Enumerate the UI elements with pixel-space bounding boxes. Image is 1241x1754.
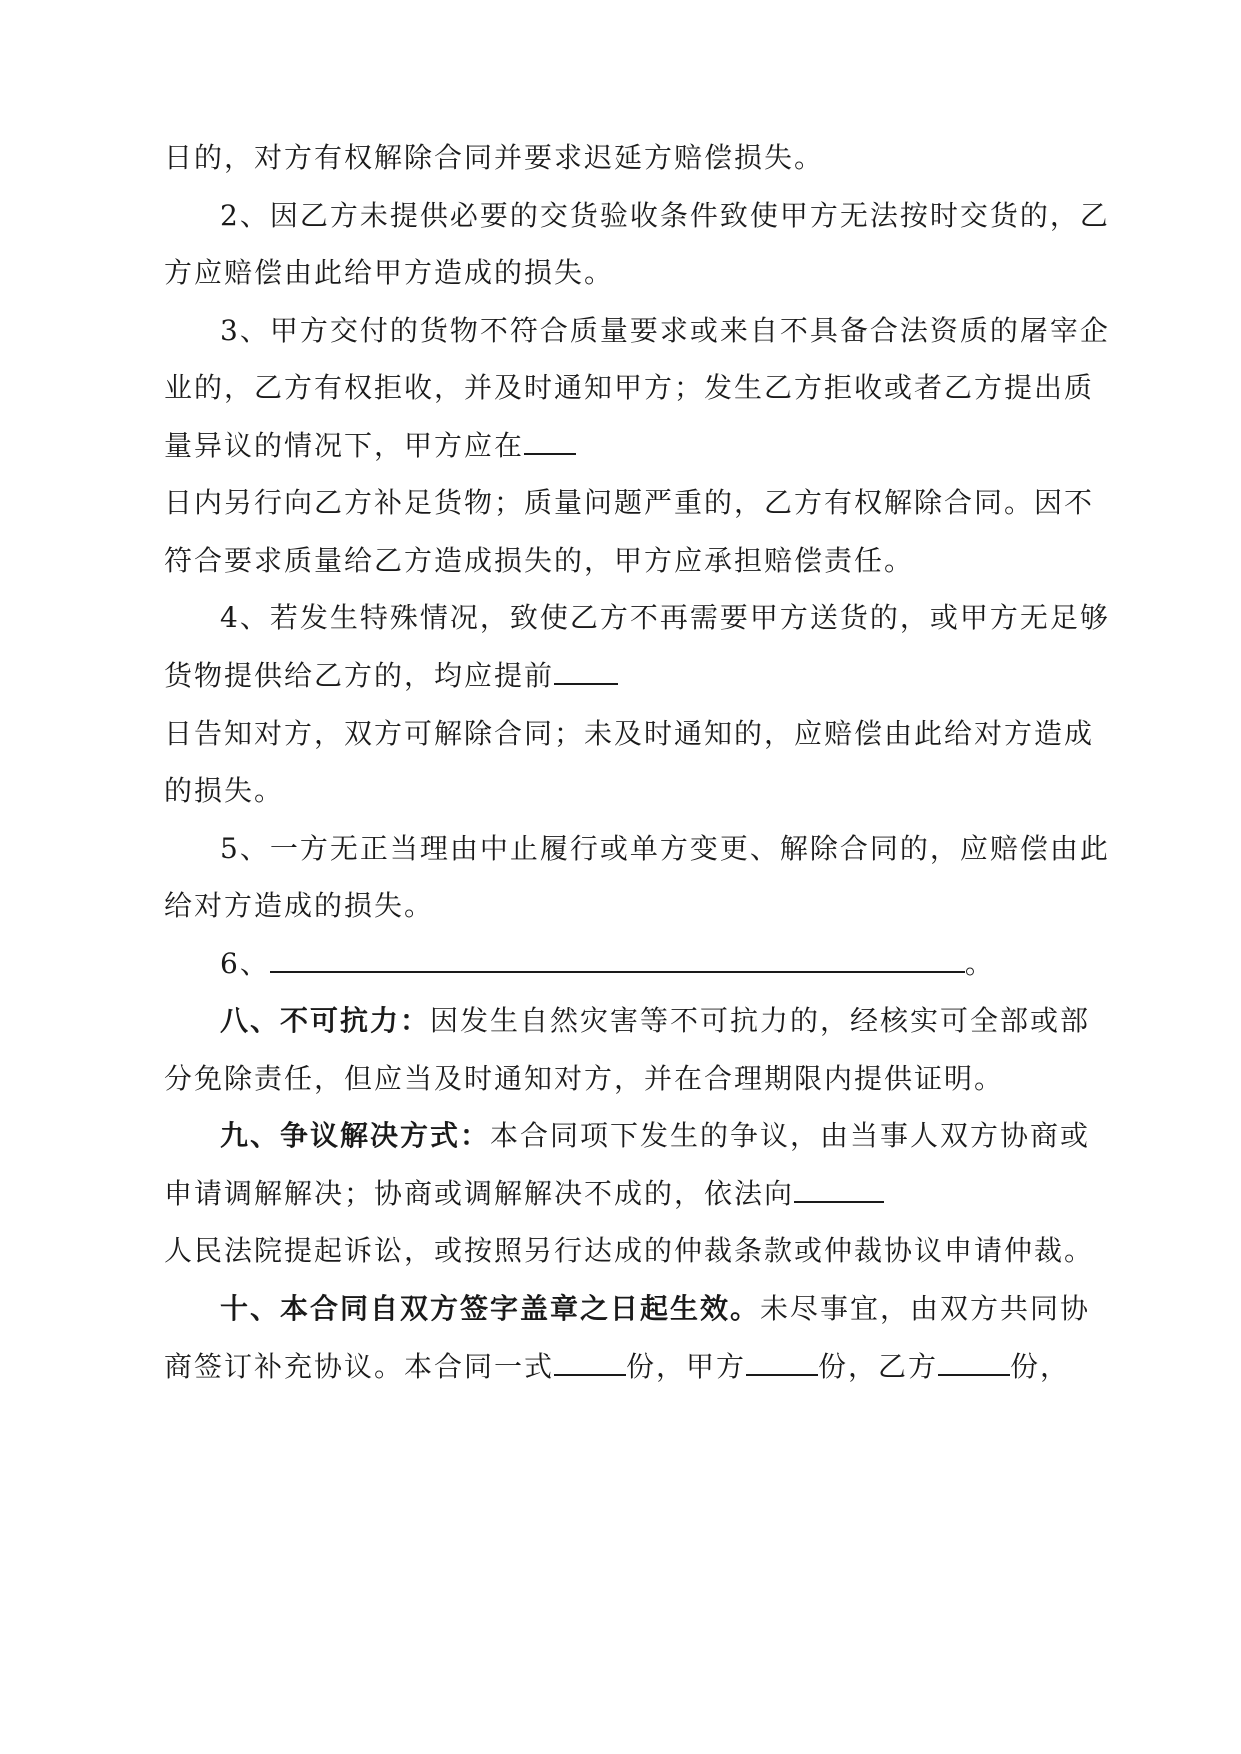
text-segment: 货物提供给乙方的，均应提前 (164, 659, 555, 692)
text-segment: 申请调解解决；协商或调解解决不成的，依法向 (164, 1177, 795, 1210)
text-segment: 本合同项下发生的争议，由当事人双方协商或 (490, 1119, 1091, 1152)
clause-2-line-2: 方应赔偿由此给甲方造成的损失。 (164, 256, 615, 289)
clause-3-line-3 (164, 426, 576, 466)
clause-4-line-2 (164, 656, 618, 696)
text-segment: 量异议的情况下，甲方应在 (164, 429, 525, 462)
fill-blank-copies-party-a (746, 1350, 818, 1376)
section-10-line-1 (220, 1289, 1090, 1329)
text-segment: 因发生自然灾害等不可抗力的，经核实可全部或部 (430, 1004, 1091, 1037)
fill-blank-days (524, 429, 576, 455)
fill-blank-copies-party-b (938, 1350, 1010, 1376)
text-segment: 份，甲方 (626, 1350, 747, 1383)
section-9-line-1 (220, 1116, 1090, 1156)
fill-blank-clause-6 (270, 947, 965, 973)
section-9-line-3: 人民法院提起诉讼，或按照另行达成的仲裁条款或仲裁协议申请仲裁。 (164, 1234, 1095, 1267)
clause-3-line-4: 日内另行向乙方补足货物；质量问题严重的，乙方有权解除合同。因不 (164, 486, 1095, 519)
clause-5-line-2: 给对方造成的损失。 (164, 889, 435, 922)
text-segment: 份，乙方 (818, 1350, 939, 1383)
clause-3-line-5: 符合要求质量给乙方造成损失的，甲方应承担赔偿责任。 (164, 544, 915, 577)
section-10-line-2 (164, 1347, 1070, 1387)
clause-4-line-3: 日告知对方，双方可解除合同；未及时通知的，应赔偿由此给对方造成 (164, 717, 1095, 750)
clause-4-line-1: 4、若发生特殊情况，致使乙方不再需要甲方送货的，或甲方无足够 (220, 601, 1110, 634)
clause-6-line (220, 944, 995, 984)
section-9-line-2 (164, 1174, 884, 1214)
section-8-line-2: 分免除责任，但应当及时通知对方，并在合理期限内提供证明。 (164, 1062, 1005, 1095)
section-heading: 十、本合同自双方签字盖章之日起生效。 (220, 1292, 761, 1325)
fill-blank-notice-days (554, 659, 618, 685)
clause-3-line-1: 3、甲方交付的货物不符合质量要求或来自不具备合法资质的屠宰企 (220, 314, 1110, 347)
clause-5-line-1: 5、一方无正当理由中止履行或单方变更、解除合同的，应赔偿由此 (220, 832, 1110, 865)
clause-3-line-2: 业的，乙方有权拒收，并及时通知甲方；发生乙方拒收或者乙方提出质 (164, 371, 1095, 404)
section-8-line-1 (220, 1001, 1090, 1041)
clause-4-line-4: 的损失。 (164, 774, 285, 807)
text-line: 日的，对方有权解除合同并要求迟延方赔偿损失。 (164, 141, 825, 174)
text-segment: 未尽事宜，由双方共同协 (760, 1292, 1091, 1325)
text-segment: 商签订补充协议。本合同一式 (164, 1350, 555, 1383)
section-heading: 八、不可抗力： (220, 1004, 431, 1037)
clause-2-line-1: 2、因乙方未提供必要的交货验收条件致使甲方无法按时交货的，乙 (220, 199, 1110, 232)
fill-blank-court (794, 1177, 884, 1203)
section-heading: 九、争议解决方式： (220, 1119, 491, 1152)
fill-blank-copies-total (554, 1350, 626, 1376)
text-segment: 。 (964, 947, 995, 980)
text-segment: 份， (1010, 1350, 1071, 1383)
text-segment: 6、 (220, 947, 270, 980)
